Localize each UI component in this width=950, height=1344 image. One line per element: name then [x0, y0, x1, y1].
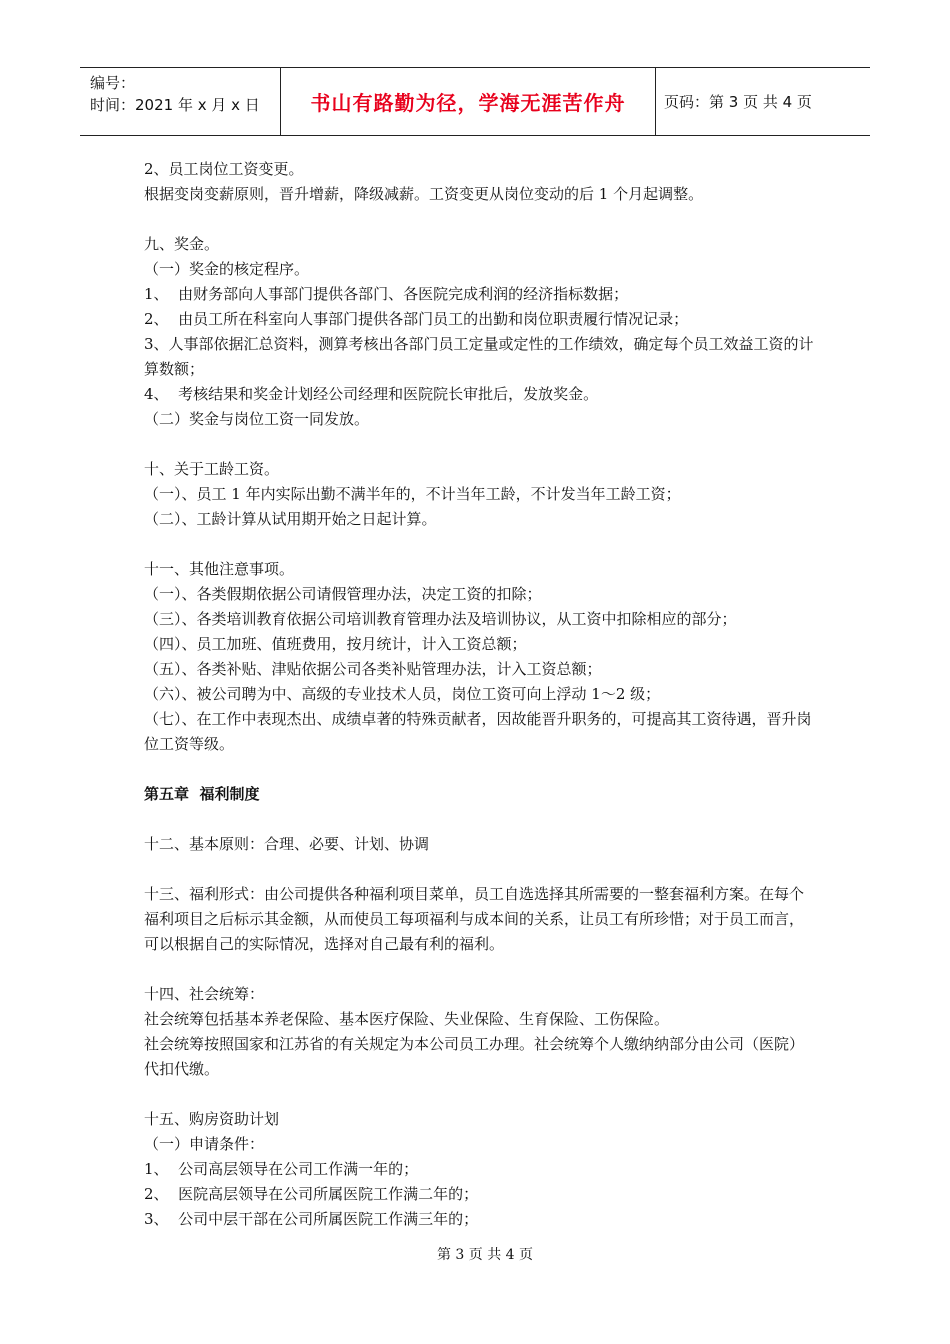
- body-paragraph: 1、 由财务部向人事部门提供各部门、各医院完成利润的经济指标数据；: [144, 285, 629, 303]
- document-body: [144, 157, 814, 1232]
- paragraph-spacer: [144, 432, 814, 457]
- paragraph-spacer: [144, 532, 814, 557]
- paragraph-spacer: [144, 1082, 814, 1107]
- page-footer: 第 3 页 共 4 页: [436, 1247, 534, 1263]
- body-paragraph: 十五、购房资助计划: [144, 1110, 280, 1128]
- body-paragraph: 3、 公司中层干部在公司所属医院工作满三年的；: [144, 1210, 479, 1228]
- body-paragraph: 2、 由员工所在科室向人事部门提供各部门员工的出勤和岗位职责履行情况记录；: [144, 310, 689, 328]
- body-paragraph: （六）、被公司聘为中、高级的专业技术人员，岗位工资可向上浮动 1～2 级；: [144, 685, 661, 703]
- body-paragraph: （三）、各类培训教育依据公司培训教育管理办法及培训协议，从工资中扣除相应的部分；: [144, 610, 737, 628]
- body-paragraph: （二）、工龄计算从试用期开始之日起计算。: [144, 510, 437, 528]
- body-paragraph: （二）奖金与岗位工资一同发放。: [144, 410, 370, 428]
- body-paragraph: 2、员工岗位工资变更。: [144, 160, 304, 178]
- document-number-label: 编号：: [90, 74, 136, 92]
- paragraph-spacer: [144, 207, 814, 232]
- body-paragraph: 十一、其他注意事项。: [144, 560, 295, 578]
- body-paragraph: 2、 医院高层领导在公司所属医院工作满二年的；: [144, 1185, 479, 1203]
- document-header: [80, 67, 870, 136]
- body-paragraph: （一）奖金的核定程序。: [144, 260, 310, 278]
- header-motto: 书山有路勤为径，学海无涯苦作舟: [280, 68, 656, 135]
- body-paragraph: 3、人事部依据汇总资料，测算考核出各部门员工定量或定性的工作绩效，确定每个员工效益工资的计算数额；: [144, 335, 814, 378]
- body-paragraph: 根据变岗变薪原则，晋升增薪，降级减薪。工资变更从岗位变动的后 1 个月起调整。: [144, 185, 704, 203]
- body-paragraph: 十二、基本原则：合理、必要、计划、协调: [144, 835, 430, 853]
- body-paragraph: （一）申请条件：: [144, 1135, 265, 1153]
- paragraph-spacer: [144, 757, 814, 782]
- body-paragraph: 1、 公司高层领导在公司工作满一年的；: [144, 1160, 419, 1178]
- body-paragraph: （一）、各类假期依据公司请假管理办法，决定工资的扣除；: [144, 585, 542, 603]
- body-paragraph: 社会统筹包括基本养老保险、基本医疗保险、失业保险、生育保险、工伤保险。: [144, 1010, 670, 1028]
- body-paragraph: （五）、各类补贴、津贴依据公司各类补贴管理办法，计入工资总额；: [144, 660, 602, 678]
- body-paragraph: 十三、福利形式：由公司提供各种福利项目菜单，员工自选选择其所需要的一整套福利方案。在每个福利项目之后标示其金额，从而使员工每项福利与成本间的关系，让员工有所珍惜；对于员工而言，可以根据自己的实际情况，选择对自己最有利的福利。: [144, 885, 805, 953]
- body-paragraph: （四）、员工加班、值班费用，按月统计，计入工资总额；: [144, 635, 527, 653]
- body-paragraph: （一）、员工 1 年内实际出勤不满半年的，不计当年工龄，不计发当年工龄工资；: [144, 485, 681, 503]
- body-paragraph: 4、 考核结果和奖金计划经公司经理和医院院长审批后，发放奖金。: [144, 385, 599, 403]
- chapter-heading: 第五章 福利制度: [144, 785, 260, 803]
- paragraph-spacer: [144, 857, 814, 882]
- header-meta: [80, 68, 280, 135]
- body-paragraph: 九、奖金。: [144, 235, 220, 253]
- body-paragraph: 社会统筹按照国家和江苏省的有关规定为本公司员工办理。社会统筹个人缴纳纳部分由公司（医院）代扣代缴。: [144, 1035, 805, 1078]
- body-paragraph: 十、关于工龄工资。: [144, 460, 280, 478]
- header-page-code: 页码：第 3 页 共 4 页: [664, 93, 812, 111]
- paragraph-spacer: [144, 807, 814, 832]
- body-paragraph: 十四、社会统筹：: [144, 985, 265, 1003]
- paragraph-spacer: [144, 957, 814, 982]
- body-paragraph: （七）、在工作中表现杰出、成绩卓著的特殊贡献者，因故能晋升职务的，可提高其工资待遇，晋升岗位工资等级。: [144, 710, 812, 753]
- document-date: 时间：2021 年 x 月 x 日: [90, 96, 260, 114]
